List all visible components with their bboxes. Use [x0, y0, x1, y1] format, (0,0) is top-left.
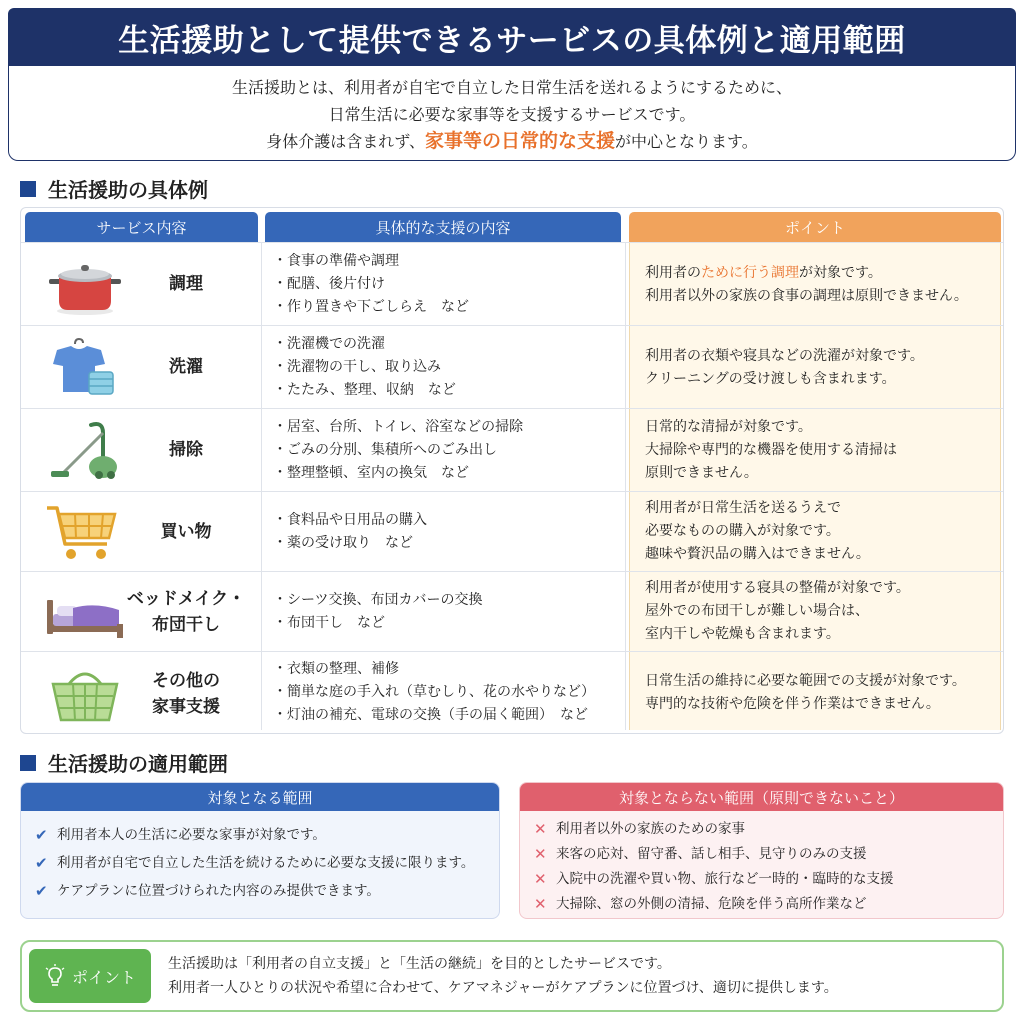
list-item-text: 来客の応対、留守番、話し相手、見守りのみの支援 [556, 846, 867, 862]
service-label-cooking [121, 271, 251, 297]
point-line [645, 262, 1003, 285]
point-text [645, 577, 1003, 646]
not-covered-scope-list [520, 811, 1003, 917]
service-label-shopping [121, 519, 251, 545]
point-text [645, 345, 1003, 391]
table-row [21, 325, 1003, 408]
service-label: 家事支援 [152, 697, 220, 717]
list-item [35, 849, 499, 877]
summary-point-box [20, 940, 1004, 1012]
point-highlight: ために行う調理 [701, 265, 799, 281]
list-item [534, 842, 1003, 867]
details-list [273, 589, 482, 635]
point-line: 利用者の衣類や寝具などの洗濯が対象です。 [645, 348, 924, 364]
check-icon: ✔ [35, 826, 48, 844]
point-line: 専門的な技術や危険を伴う作業はできません。 [645, 696, 940, 712]
service-label: 布団干し [152, 615, 220, 635]
detail-item: ・簡単な庭の手入れ（草むしり、花の水やりなど） [273, 684, 595, 700]
detail-item: ・灯油の補充、電球の交換（手の届く範囲） など [273, 707, 588, 723]
cross-icon: ✕ [534, 870, 547, 888]
list-item [35, 877, 499, 905]
intro-line-3-post: が中心となります。 [615, 132, 758, 151]
bed-icon [45, 580, 125, 644]
section-marker [20, 755, 36, 771]
detail-item: ・洗濯機での洗濯 [273, 336, 385, 352]
list-item [35, 821, 499, 849]
service-label: ベッドメイク・ [126, 589, 246, 609]
table-row [21, 408, 1003, 491]
point-badge-label: ポイント [71, 967, 136, 987]
service-label-bedmaking [121, 586, 251, 638]
service-label: 買い物 [160, 522, 212, 542]
point-segment: 利用者の [645, 265, 701, 281]
service-label-laundry [121, 354, 251, 380]
intro-line-2: 日常生活に必要な家事等を支援するサービスです。 [328, 105, 696, 124]
point-segment: が対象です。 [799, 265, 882, 281]
list-item-text: 利用者が自宅で自立した生活を続けるために必要な支援に限ります。 [57, 855, 475, 871]
covered-scope-box [20, 782, 500, 919]
point-line: 趣味や贅沢品の購入はできません。 [645, 546, 870, 562]
point-line: 大掃除や専門的な機器を使用する清掃は [645, 442, 897, 458]
header-service: サービス内容 [25, 212, 258, 242]
intro-line-1: 生活援助とは、利用者が自宅で自立した日常生活を送れるようにするために、 [231, 78, 792, 97]
point-line: 室内干しや乾燥も含まれます。 [645, 626, 840, 642]
point-text [645, 416, 1003, 485]
examples-section-label: 生活援助の具体例 [48, 178, 208, 202]
service-label: 洗濯 [169, 357, 203, 377]
detail-item: ・薬の受け取り など [273, 535, 413, 551]
lightbulb-icon [44, 964, 66, 988]
point-line: 原則できません。 [645, 465, 758, 481]
detail-item: ・作り置きや下ごしらえ など [273, 299, 469, 315]
covered-scope-list [21, 811, 499, 905]
table-row [21, 491, 1003, 571]
header-details: 具体的な支援の内容 [265, 212, 621, 242]
details-list [273, 250, 469, 319]
cross-icon: ✕ [534, 820, 547, 838]
point-line: 利用者が使用する寝具の整備が対象です。 [645, 580, 910, 596]
not-covered-scope-box [519, 782, 1004, 919]
point-line: 日常的な清掃が対象です。 [645, 419, 812, 435]
service-label-other [121, 668, 251, 720]
service-label: 掃除 [169, 440, 203, 460]
summary-line: 生活援助は「利用者の自立支援」と「生活の継続」を目的としたサービスです。 [168, 956, 671, 972]
table-row [21, 651, 1003, 733]
examples-section-title [20, 174, 208, 203]
details-list [273, 509, 427, 555]
list-item [534, 892, 1003, 917]
list-item-text: 利用者以外の家族のための家事 [556, 821, 745, 837]
scope-section-title [20, 748, 228, 777]
cooking-pot-icon [45, 253, 125, 317]
list-item [534, 867, 1003, 892]
table-row [21, 571, 1003, 651]
page-title: 生活援助として提供できるサービスの具体例と適用範囲 [118, 22, 906, 59]
list-item-text: 利用者本人の生活に必要な家事が対象です。 [57, 827, 326, 843]
intro-line-3-pre: 身体介護は含まれず、 [266, 132, 425, 151]
point-line: 必要なものの購入が対象です。 [645, 523, 840, 539]
point-line: クリーニングの受け渡しも含まれます。 [645, 371, 896, 387]
check-icon: ✔ [35, 882, 48, 900]
shopping-cart-icon [45, 500, 125, 564]
section-marker [20, 181, 36, 197]
point-text [645, 262, 1003, 308]
check-icon: ✔ [35, 854, 48, 872]
point-text [645, 670, 1003, 716]
covered-scope-title: 対象となる範囲 [21, 783, 499, 811]
cross-icon: ✕ [534, 845, 547, 863]
details-list [273, 658, 595, 727]
service-label: その他の [152, 671, 220, 691]
service-label-cleaning [121, 437, 251, 463]
intro-highlight: 家事等の日常的な支援 [424, 130, 615, 152]
not-covered-scope-title: 対象とならない範囲（原則できないこと） [520, 783, 1003, 811]
point-text [645, 497, 1003, 566]
examples-table [20, 207, 1004, 734]
list-item-text: 入院中の洗濯や買い物、旅行など一時的・臨時的な支援 [556, 871, 894, 887]
detail-item: ・ごみの分別、集積所へのごみ出し [273, 442, 497, 458]
point-line: 屋外での布団干しが難しい場合は、 [645, 603, 869, 619]
detail-item: ・食事の準備や調理 [273, 253, 399, 269]
detail-item: ・配膳、後片付け [273, 276, 385, 292]
table-row [21, 242, 1003, 325]
detail-item: ・洗濯物の干し、取り込み [273, 359, 441, 375]
details-list [273, 333, 456, 402]
point-badge [29, 949, 151, 1003]
laundry-icon [45, 336, 125, 400]
summary-text [168, 952, 838, 1000]
details-list [273, 416, 523, 485]
cross-icon: ✕ [534, 895, 547, 913]
list-item-text: ケアプランに位置づけられた内容のみ提供できます。 [57, 883, 380, 899]
scope-section-label: 生活援助の適用範囲 [48, 752, 228, 776]
point-line: 日常生活の維持に必要な範囲での支援が対象です。 [645, 673, 966, 689]
point-line: 利用者以外の家族の食事の調理は原則できません。 [645, 288, 968, 304]
point-line: 利用者が日常生活を送るうえで [645, 500, 841, 516]
detail-item: ・布団干し など [273, 615, 385, 631]
detail-item: ・衣類の整理、補修 [273, 661, 399, 677]
list-item [534, 817, 1003, 842]
basket-icon [45, 662, 125, 726]
detail-item: ・たたみ、整理、収納 など [273, 382, 456, 398]
intro-line-3 [9, 128, 1015, 155]
header-point: ポイント [629, 212, 1001, 242]
detail-item: ・居室、台所、トイレ、浴室などの掃除 [273, 419, 524, 435]
list-item-text: 大掃除、窓の外側の清掃、危険を伴う高所作業など [556, 896, 867, 912]
vacuum-cleaner-icon [45, 419, 125, 483]
detail-item: ・シーツ交換、布団カバーの交換 [273, 592, 483, 608]
title-bar [8, 8, 1016, 66]
detail-item: ・整理整頓、室内の換気 など [273, 465, 469, 481]
detail-item: ・食料品や日用品の購入 [273, 512, 427, 528]
service-label: 調理 [169, 274, 203, 294]
summary-line: 利用者一人ひとりの状況や希望に合わせて、ケアマネジャーがケアプランに位置づけ、適切に提供します。 [168, 980, 838, 996]
intro-box [8, 66, 1016, 161]
